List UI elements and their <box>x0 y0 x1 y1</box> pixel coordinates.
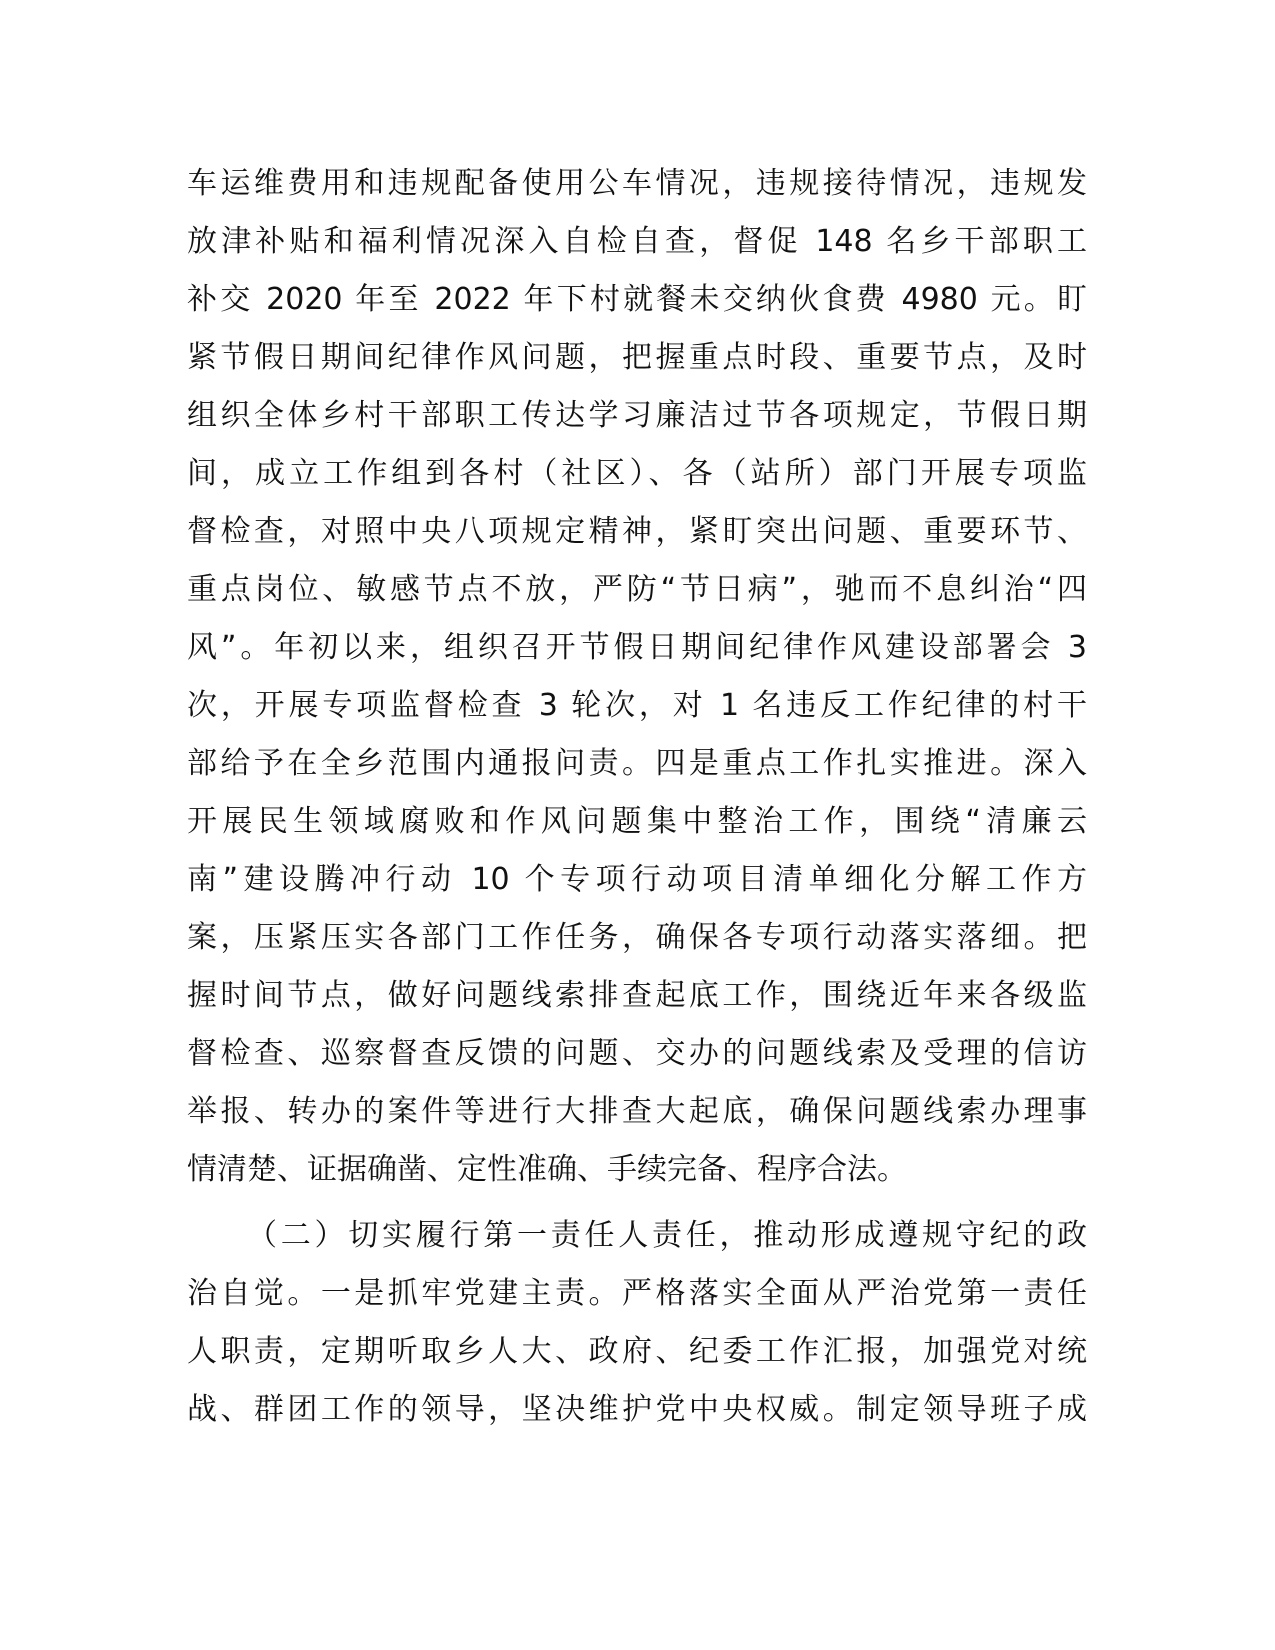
text-line: 南”建设腾冲行动 10 个专项行动项目清单细化分解工作方 <box>187 862 1087 897</box>
text-line: 补交 2020 年至 2022 年下村就餐未交纳伙食费 4980 元。盯 <box>187 282 1087 317</box>
text-line: 放津补贴和福利情况深入自检自查，督促 148 名乡干部职工 <box>187 224 1087 259</box>
text-line: 案，压紧压实各部门工作任务，确保各专项行动落实落细。把 <box>187 920 1087 955</box>
text-line: 车运维费用和违规配备使用公车情况，违规接待情况，违规发 <box>187 166 1087 201</box>
text-line: 握时间节点，做好问题线索排查起底工作，围绕近年来各级监 <box>187 978 1087 1013</box>
text-line: 风”。年初以来，组织召开节假日期间纪律作风建设部署会 3 <box>187 630 1087 665</box>
text-line: 部给予在全乡范围内通报问责。四是重点工作扎实推进。深入 <box>187 746 1087 781</box>
document-body <box>187 155 1087 1439</box>
text-line: 治自觉。一是抓牢党建主责。严格落实全面从严治党第一责任 <box>187 1276 1087 1311</box>
paragraph-end-line: 情清楚、证据确凿、定性准确、手续完备、程序合法。 <box>187 1152 907 1187</box>
text-line: 次，开展专项监督检查 3 轮次，对 1 名违反工作纪律的村干 <box>187 688 1087 723</box>
paragraph-gap <box>187 1199 1087 1207</box>
text-line: 组织全体乡村干部职工传达学习廉洁过节各项规定，节假日期 <box>187 398 1087 433</box>
text-line: 重点岗位、敏感节点不放，严防“节日病”，驰而不息纠治“四 <box>187 572 1087 607</box>
section-heading-line: （二）切实履行第一责任人责任，推动形成遵规守纪的政 <box>247 1218 1087 1253</box>
text-line: 举报、转办的案件等进行大排查大起底，确保问题线索办理事 <box>187 1094 1087 1129</box>
text-line: 紧节假日期间纪律作风问题，把握重点时段、重要节点，及时 <box>187 340 1087 375</box>
text-line: 督检查、巡察督查反馈的问题、交办的问题线索及受理的信访 <box>187 1036 1087 1071</box>
text-line: 人职责，定期听取乡人大、政府、纪委工作汇报，加强党对统 <box>187 1334 1087 1369</box>
text-line: 督检查，对照中央八项规定精神，紧盯突出问题、重要环节、 <box>187 514 1087 549</box>
text-line: 间，成立工作组到各村（社区）、各（站所）部门开展专项监 <box>187 456 1087 491</box>
text-line: 战、群团工作的领导，坚决维护党中央权威。制定领导班子成 <box>187 1392 1087 1427</box>
text-line: 开展民生领域腐败和作风问题集中整治工作，围绕“清廉云 <box>187 804 1087 839</box>
